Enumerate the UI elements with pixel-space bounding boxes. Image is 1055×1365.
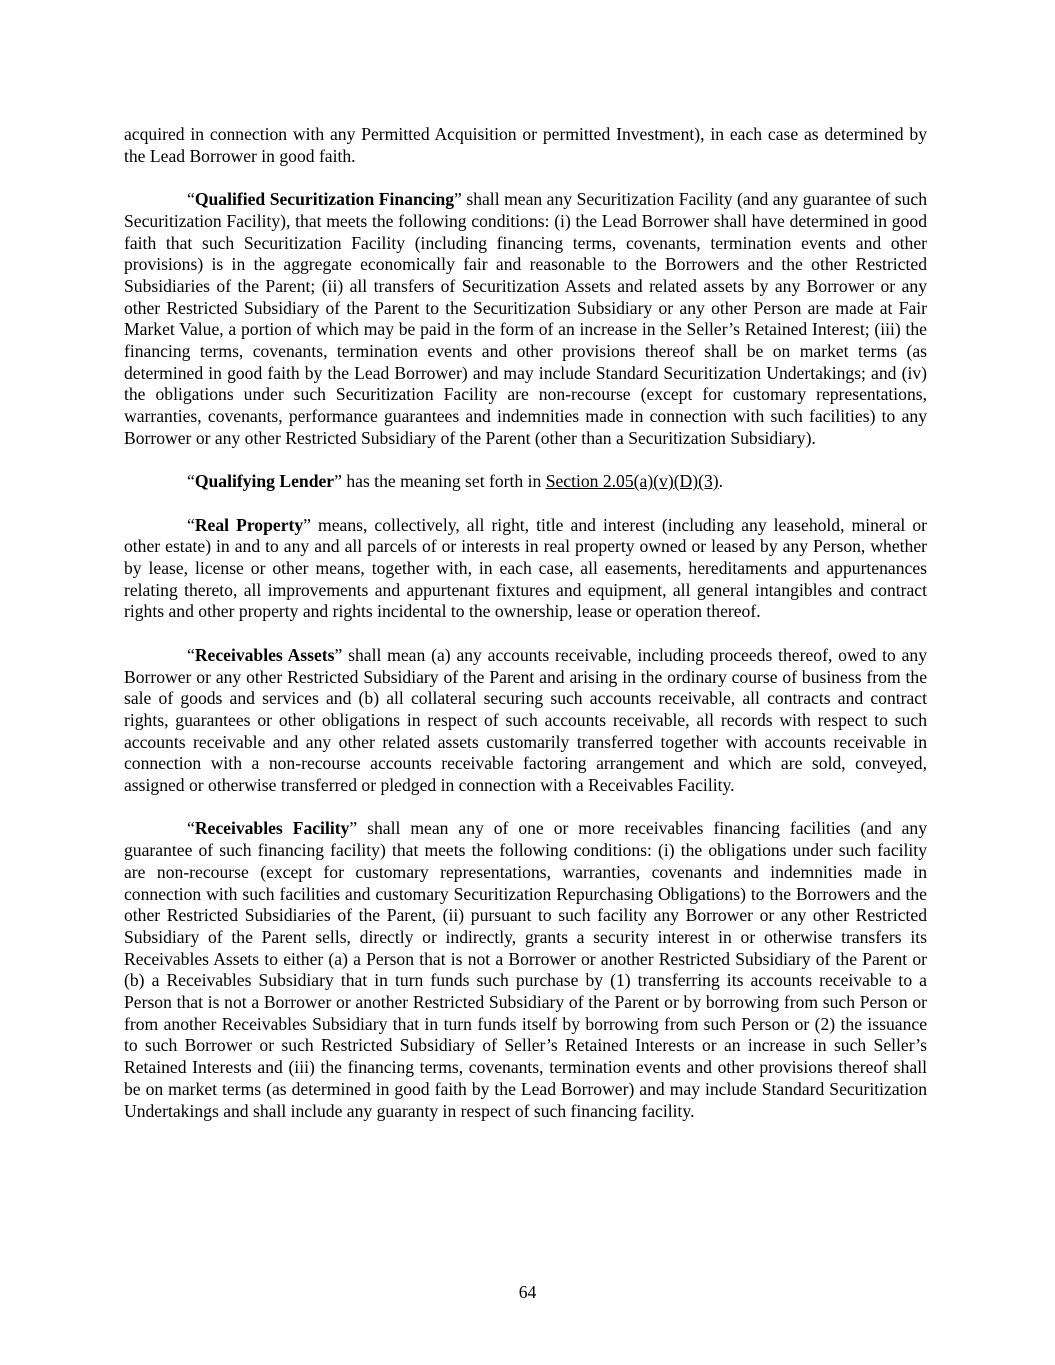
defined-term: Real Property: [194, 514, 304, 535]
definition-text: ” shall mean (a) any accounts receivable, including proceeds thereof, owed to any Borrower or any other Restricted Subsidiary of the Parent and arising in the ordinary course of business from the sale of goods and services and (b) all collateral securing such accounts receivable, all contracts and contract rights, guarantees or other obligations in respect of such accounts receivable, all records with respect to such accounts receivable and any other related assets customarily transferred together with accounts receivable in connection with a non-recourse accounts receivable factoring arrangement and which are sold, conveyed, assigned or otherwise transferred or pledged in connection with a Receivables Facility.: [124, 644, 927, 796]
definition-real-property: [124, 515, 927, 624]
definition-receivables-assets: [124, 645, 927, 797]
defined-term: Receivables Facility: [194, 818, 350, 839]
defined-term: Qualifying Lender: [194, 471, 335, 492]
defined-term: Qualified Securitization Financing: [194, 189, 455, 210]
definition-text: ” has the meaning set forth in: [334, 471, 546, 492]
definition-qualifying-lender: [124, 471, 927, 493]
document-page: [124, 124, 927, 1144]
open-quote: “: [187, 644, 195, 665]
definition-receivables-facility: [124, 818, 927, 1122]
open-quote: “: [187, 189, 195, 210]
definition-text: ” shall mean any Securitization Facility (and any guarantee of such Securitization Facility), that meets the following conditions: (i) the Lead Borrower shall have determined in good faith that such Securitization Facility (including financing terms, covenants, termination events and other provisions) is in the aggregate economically fair and reasonable to the Borrowers and the other Restricted Subsidiaries of the Parent; (ii) all transfers of Securitization Assets and related assets by any Borrower or any other Restricted Subsidiary of the Parent to the Securitization Subsidiary or any other Person are made at Fair Market Value, a portion of which may be paid in the form of an increase in the Seller’s Retained Interest; (iii) the financing terms, covenants, termination events and other provisions thereof shall be on market terms (as determined in good faith by the Lead Borrower) and may include Standard Securitization Undertakings; and (iv) the obligations under such Securitization Facility are non-recourse (except for customary representations, warranties, covenants, performance guarantees and indemnities made in connection with such facilities) to any Borrower or any other Restricted Subsidiary of the Parent (other than a Securitization Subsidiary).: [124, 189, 927, 448]
open-quote: “: [187, 471, 195, 492]
open-quote: “: [187, 514, 195, 535]
page-number: 64: [518, 1282, 537, 1302]
paragraph-text: acquired in connection with any Permitted Acquisition or permitted Investment), in each case as determined by the Lead Borrower in good faith.: [124, 124, 927, 166]
defined-term: Receivables Assets: [194, 644, 335, 665]
open-quote: “: [187, 818, 195, 839]
paragraph-continuation: [124, 124, 927, 167]
definition-text-end: .: [718, 471, 724, 492]
definition-qualified-securitization-financing: [124, 189, 927, 449]
section-cross-reference-link[interactable]: Section 2.05(a)(v)(D)(3): [545, 471, 719, 492]
definition-text: ” means, collectively, all right, title and interest (including any leasehold, mineral or other estate) in and to any and all parcels of or interests in real property owned or leased by any Person, whether by lease, license or other means, together with, in each case, all easements, hereditaments and appurtenances relating thereto, all improvements and appurtenant fixtures and equipment, all general intangibles and contract rights and other property and rights incidental to the ownership, lease or operation thereof.: [124, 514, 927, 622]
definition-text: ” shall mean any of one or more receivables financing facilities (and any guarantee of such financing facility) that meets the following conditions: (i) the obligations under such facility are non-recourse (except for customary representations, warranties, covenants and indemnities made in connection with such facilities and customary Securitization Repurchasing Obligations) to the Borrowers and the other Restricted Subsidiaries of the Parent, (ii) pursuant to such facility any Borrower or any other Restricted Subsidiary of the Parent sells, directly or indirectly, grants a security interest in or otherwise transfers its Receivables Assets to either (a) a Person that is not a Borrower or another Restricted Subsidiary of the Parent or (b) a Receivables Subsidiary that in turn funds such purchase by (1) transferring its accounts receivable to a Person that is not a Borrower or another Restricted Subsidiary of the Parent or by borrowing from such Person or from another Receivables Subsidiary that in turn funds itself by borrowing from such Person or (2) the issuance to such Borrower or such Restricted Subsidiary of Seller’s Retained Interests or an increase in such Seller’s Retained Interests and (iii) the financing terms, covenants, termination events and other provisions thereof shall be on market terms (as determined in good faith by the Lead Borrower) and may include Standard Securitization Undertakings and shall include any guaranty in respect of such financing facility.: [124, 818, 928, 1121]
